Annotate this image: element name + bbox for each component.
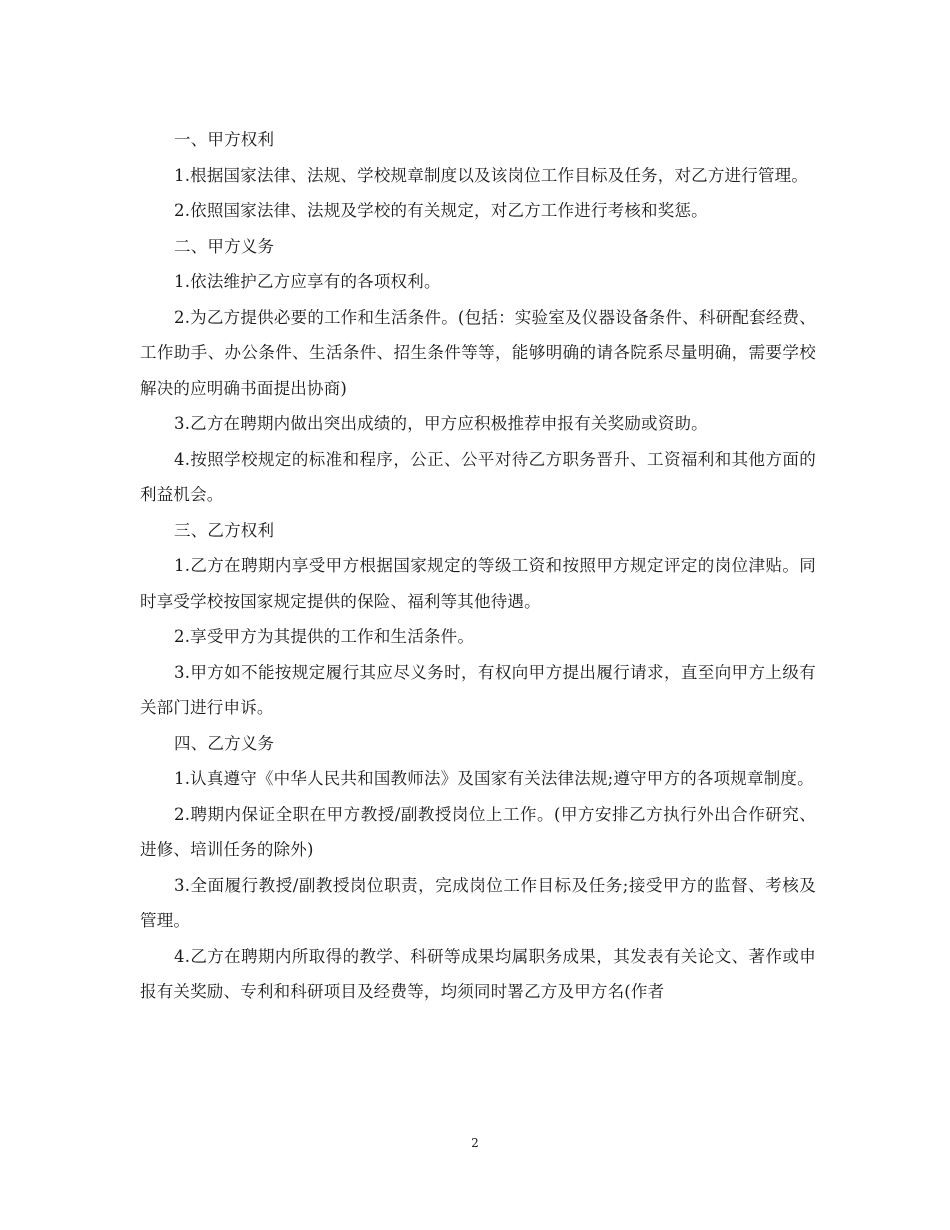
paragraph: 1.根据国家法律、法规、学校规章制度以及该岗位工作目标及任务，对乙方进行管理。 (174, 165, 809, 185)
section-heading: 一、甲方权利 (174, 130, 275, 149)
paragraph: 4.按照学校规定的标准和程序，公正、公平对待乙方职务晋升、工资福利和其他方面的利益机会。 (140, 449, 816, 504)
section-heading: 二、甲方义务 (174, 236, 275, 256)
paragraph: 1.乙方在聘期内享受甲方根据国家规定的等级工资和按照甲方规定评定的岗位津贴。同时享受学校按国家规定提供的保险、福利等其他待遇。 (140, 556, 816, 611)
section-heading: 四、乙方义务 (174, 733, 275, 753)
paragraph: 2.享受甲方为其提供的工作和生活条件。 (174, 627, 475, 646)
paragraph: 3.全面履行教授/副教授岗位职责，完成岗位工作目标及任务;接受甲方的监督、考核及管理。 (140, 875, 816, 930)
document-body (140, 122, 816, 1010)
paragraph: 3.乙方在聘期内做出突出成绩的，甲方应积极推荐申报有关奖励或资助。 (174, 414, 708, 433)
page-number: 2 (471, 1136, 479, 1150)
section-heading: 三、乙方权利 (174, 520, 275, 540)
paragraph: 1.依法维护乙方应享有的各项权利。 (174, 272, 441, 291)
paragraph: 2.依照国家法律、法规及学校的有关规定，对乙方工作进行考核和奖惩。 (174, 201, 708, 220)
paragraph: 1.认真遵守《中华人民共和国教师法》及国家有关法律法规;遵守甲方的各项规章制度。 (174, 769, 814, 788)
paragraph: 2.为乙方提供必要的工作和生活条件。(包括：实验室及仪器设备条件、科研配套经费、工作助手、办公条件、生活条件、招生条件等等，能够明确的请各院系尽量明确，需要学校解决的应明确书面提出协商) (140, 307, 816, 398)
paragraph: 2.聘期内保证全职在甲方教授/副教授岗位上工作。(甲方安排乙方执行外出合作研究、进修、培训任务的除外) (140, 804, 816, 859)
paragraph: 4.乙方在聘期内所取得的教学、科研等成果均属职务成果，其发表有关论文、著作或申报有关奖励、专利和科研项目及经费等，均须同时署乙方及甲方名(作者 (140, 946, 816, 1001)
paragraph: 3.甲方如不能按规定履行其应尽义务时，有权向甲方提出履行请求，直至向甲方上级有关部门进行申诉。 (140, 662, 816, 717)
